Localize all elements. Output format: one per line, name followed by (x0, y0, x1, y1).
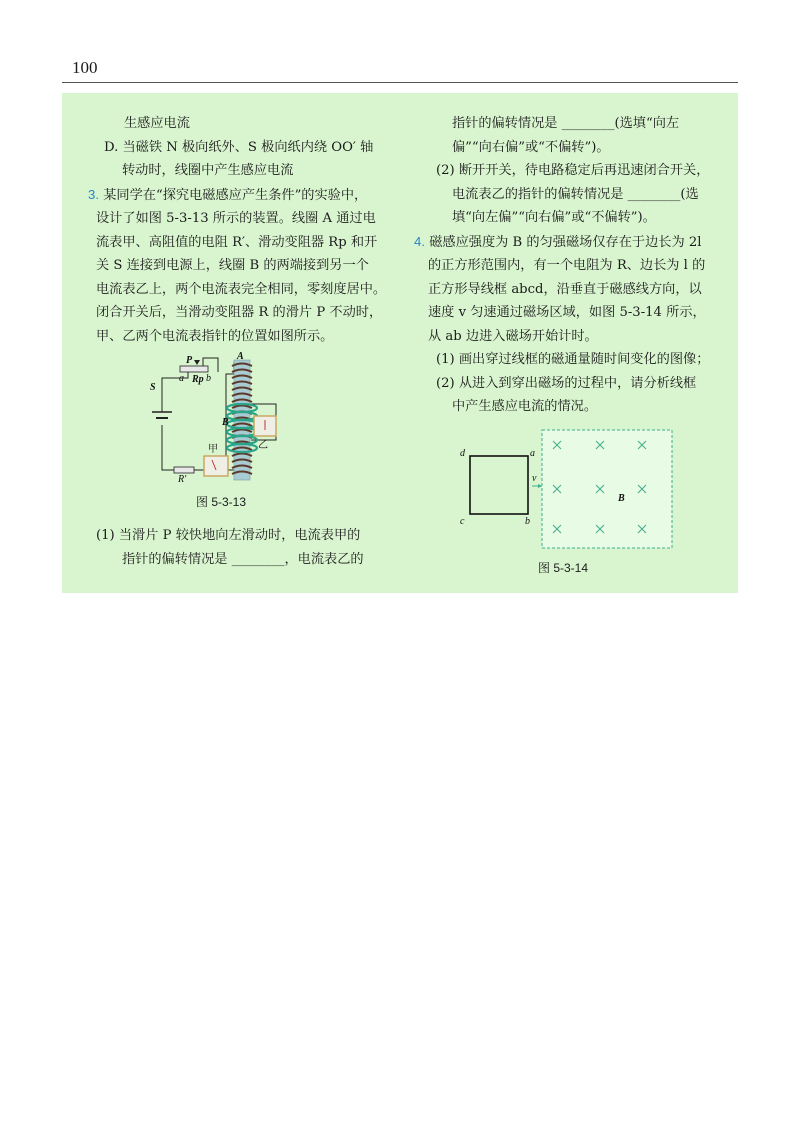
text-line: 生感应电流 (124, 116, 190, 131)
sub-question-1-line: (1) 当滑片 P 较快地向左滑动时，电流表甲的 (96, 528, 361, 543)
text-line: 甲、乙两个电流表指针的位置如图所示。 (96, 328, 334, 344)
text-line: 闭合开关后，当滑动变阻器 R 的滑片 P 不动时， (96, 305, 383, 320)
text-line: 指针的偏转情况是 ________(选填“向左 (452, 116, 680, 131)
figure-5-3-14 (452, 428, 674, 552)
question-number: 3. (88, 186, 99, 202)
question-4-line (414, 230, 728, 255)
text-line: 正方形导线框 abcd，沿垂直于磁感线方向，以 (428, 281, 702, 297)
text-line: 流表甲、高阻值的电阻 R′、滑动变阻器 Rp 和开 (96, 234, 378, 250)
figure-caption: 图 5-3-14 (538, 561, 589, 575)
question-text: 某同学在“探究电磁感应产生条件”的实验中， (103, 187, 368, 203)
text-line: 填“向左偏”“向右偏”或“不偏转”)。 (452, 210, 656, 225)
label-a: a (179, 373, 184, 384)
text-line: 指针的偏转情况是 ________，电流表乙的 (122, 551, 364, 567)
question-3-line (88, 183, 388, 208)
header-rule (62, 82, 738, 83)
question-text: 磁感应强度为 B 的匀强磁场仅存在于边长为 2l (429, 234, 702, 250)
label-rp: Rp (192, 374, 204, 385)
figure-5-3-13 (150, 352, 290, 482)
text-line: 电流表乙的指针的偏转情况是 ________(选 (452, 186, 699, 202)
label-field-b: B (618, 493, 625, 504)
sub-question-2-line: (2) 从进入到穿出磁场的过程中，请分析线框 (436, 375, 697, 391)
question-number: 4. (414, 233, 425, 249)
label-meter-jia: 甲 (208, 444, 218, 455)
text-line: 设计了如图 5-3-13 所示的装置。线圈 A 通过电 (96, 211, 376, 226)
sub-question-1-line: (1) 画出穿过线框的磁通量随时间变化的图像； (436, 352, 710, 367)
label-c: c (460, 516, 465, 527)
label-b-terminal: b (206, 373, 211, 384)
text-line: 转动时，线圈中产生感应电流 (122, 163, 294, 178)
text-line: 偏”“向右偏”或“不偏转”)。 (452, 139, 610, 155)
label-a: a (530, 448, 535, 459)
label-coil-b: B (222, 417, 229, 428)
text-line: 关 S 连接到电源上，线圈 B 的两端接到另一个 (96, 258, 369, 273)
label-coil-a: A (237, 352, 244, 362)
label-switch-s: S (150, 382, 156, 393)
label-velocity: v (532, 473, 537, 484)
text-line: 的正方形范围内，有一个电阻为 R、边长为 l 的 (428, 258, 706, 273)
label-p: P (186, 355, 193, 366)
figure-caption: 图 5-3-13 (196, 495, 247, 509)
right-column (414, 112, 728, 419)
left-column (88, 112, 388, 348)
page-number: 100 (72, 58, 98, 77)
sub-question-2-line: (2) 断开开关，待电路稳定后再迅速闭合开关， (436, 163, 710, 178)
text-line: 电流表乙上，两个电流表完全相同，零刻度居中。 (96, 281, 387, 297)
label-r-prime: R′ (178, 474, 187, 482)
text-line: 速度 v 匀速通过磁场区域，如图 5-3-14 所示， (428, 305, 706, 320)
text-line: 中产生感应电流的情况。 (452, 399, 598, 414)
left-subquestion (88, 524, 388, 571)
text-line: 从 ab 边进入磁场开始计时。 (428, 328, 598, 344)
label-d: d (460, 448, 465, 459)
label-b: b (525, 516, 530, 527)
label-meter-yi: 乙 (258, 440, 268, 451)
option-d-line: D. 当磁铁 N 极向纸外、S 极向纸内绕 OO′ 轴 (104, 139, 374, 155)
